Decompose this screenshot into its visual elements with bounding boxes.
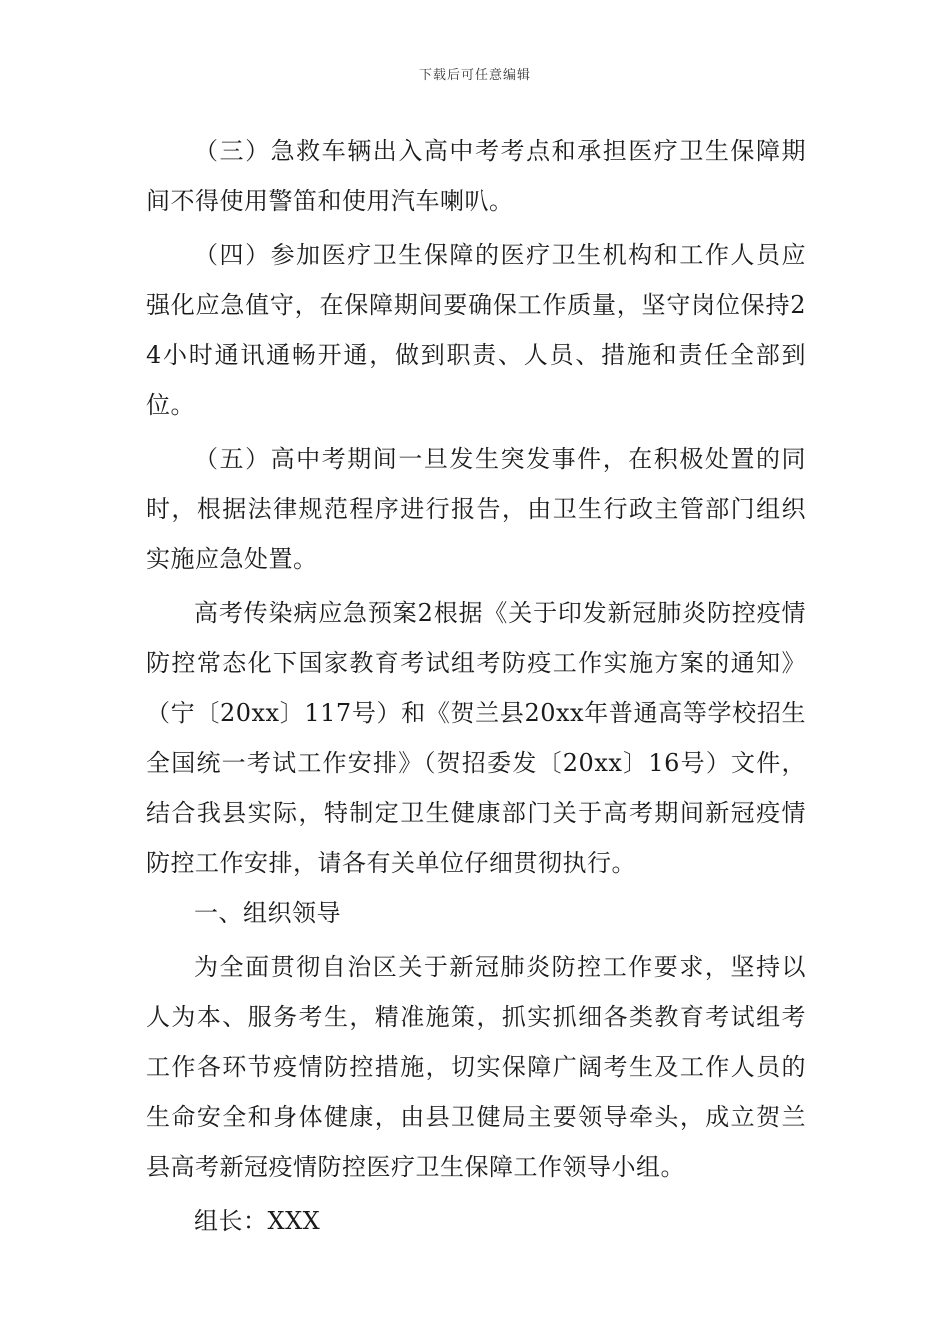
section-heading: 一、组织领导 [194, 899, 341, 927]
paragraph-item-5: （五）高中考期间一旦发生突发事件，在积极处置的同时，根据法律规范程序进行报告，由卫生行政主管部门组织实施应急处置。 [146, 445, 806, 573]
paragraph-item-4: （四）参加医疗卫生保障的医疗卫生机构和工作人员应强化应急值守，在保障期间要确保工作质量，坚守岗位保持24小时通讯通畅开通，做到职责、人员、措施和责任全部到位。 [146, 241, 806, 419]
paragraph-intro: 高考传染病应急预案2根据《关于印发新冠肺炎防控疫情防控常态化下国家教育考试组考防疫工作实施方案的通知》（宁〔20xx〕117号）和《贺兰县20xx年普通高等学校招生全国统一考试工作安排》（贺招委发〔20xx〕16号）文件，结合我县实际，特制定卫生健康部门关于高考期间新冠疫情防控工作安排，请各有关单位仔细贯彻执行。 [146, 599, 806, 877]
paragraph-organization: 为全面贯彻自治区关于新冠肺炎防控工作要求，坚持以人为本、服务考生，精准施策，抓实抓细各类教育考试组考工作各环节疫情防控措施，切实保障广阔考生及工作人员的生命安全和身体健康，由县卫健局主要领导牵头，成立贺兰县高考新冠疫情防控医疗卫生保障工作领导小组。 [146, 953, 806, 1181]
header-note: 下载后可任意编辑 [418, 68, 531, 83]
paragraph-item-3: （三）急救车辆出入高中考考点和承担医疗卫生保障期间不得使用警笛和使用汽车喇叭。 [146, 137, 806, 215]
leader-line: 组长：XXX [194, 1207, 321, 1235]
document-body [146, 126, 806, 1246]
